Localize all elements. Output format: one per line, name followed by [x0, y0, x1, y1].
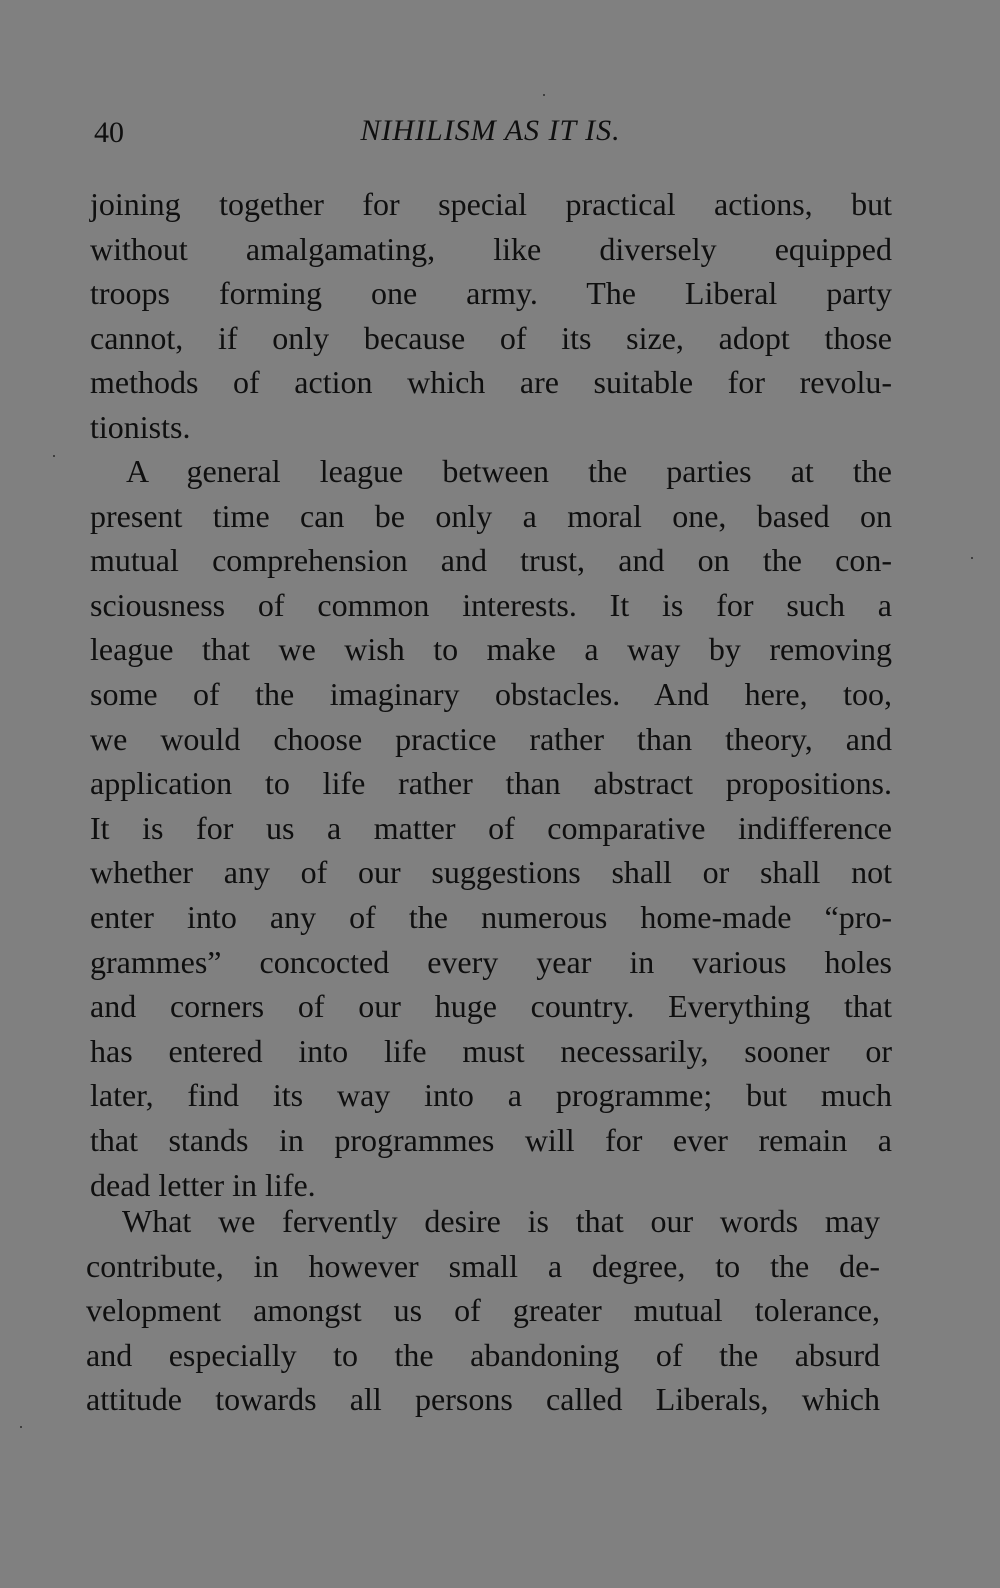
- text-line: and corners of our huge country. Everything that: [90, 988, 892, 1025]
- scan-speck: [53, 455, 55, 457]
- paragraph-1: [90, 182, 892, 450]
- text-line: contribute, in however small a degree, to the de-: [86, 1247, 880, 1284]
- running-title: NIHILISM AS IT IS.: [360, 114, 621, 147]
- page-number: 40: [94, 116, 124, 149]
- scan-speck: [20, 1426, 22, 1428]
- text-line: troops forming one army. The Liberal party: [90, 275, 892, 312]
- text-line: present time can be only a moral one, based on: [90, 497, 892, 534]
- text-line: joining together for special practical actions, but: [90, 186, 892, 222]
- scan-speck: [971, 557, 973, 559]
- text-line: It is for us a matter of comparative indifference: [90, 809, 892, 846]
- text-line: we would choose practice rather than theory, and: [90, 720, 892, 757]
- text-line: mutual comprehension and trust, and on the con-: [90, 542, 892, 579]
- text-line: dead letter in life.: [90, 1166, 316, 1203]
- text-line: whether any of our suggestions shall or shall not: [90, 854, 892, 891]
- text-line: sciousness of common interests. It is for such a: [90, 586, 892, 623]
- text-line: What we fervently desire is that our words may: [122, 1203, 880, 1239]
- paragraph-3: [86, 1199, 880, 1422]
- text-line: A general league between the parties at the: [126, 453, 892, 489]
- text-line: application to life rather than abstract propositions.: [90, 765, 892, 802]
- text-line: enter into any of the numerous home-made “pro-: [90, 898, 892, 935]
- text-line: later, find its way into a programme; but much: [90, 1077, 892, 1114]
- page-header: [88, 112, 893, 152]
- scan-speck: [543, 94, 545, 96]
- text-line: has entered into life must necessarily, sooner or: [90, 1032, 892, 1069]
- paragraph-2: [90, 449, 892, 1207]
- text-line: attitude towards all persons called Liberals, which: [86, 1381, 880, 1418]
- text-line: tionists.: [90, 408, 191, 445]
- text-line: velopment amongst us of greater mutual tolerance,: [86, 1292, 880, 1329]
- text-line: league that we wish to make a way by removing: [90, 631, 892, 668]
- text-line: some of the imaginary obstacles. And here, too,: [90, 675, 892, 712]
- text-line: methods of action which are suitable for revolu-: [90, 364, 892, 401]
- text-line: that stands in programmes will for ever remain a: [90, 1121, 892, 1158]
- text-line: without amalgamating, like diversely equipped: [90, 230, 892, 267]
- text-line: cannot, if only because of its size, adopt those: [90, 319, 892, 356]
- text-line: and especially to the abandoning of the absurd: [86, 1336, 880, 1373]
- text-line: grammes” concocted every year in various holes: [90, 943, 892, 980]
